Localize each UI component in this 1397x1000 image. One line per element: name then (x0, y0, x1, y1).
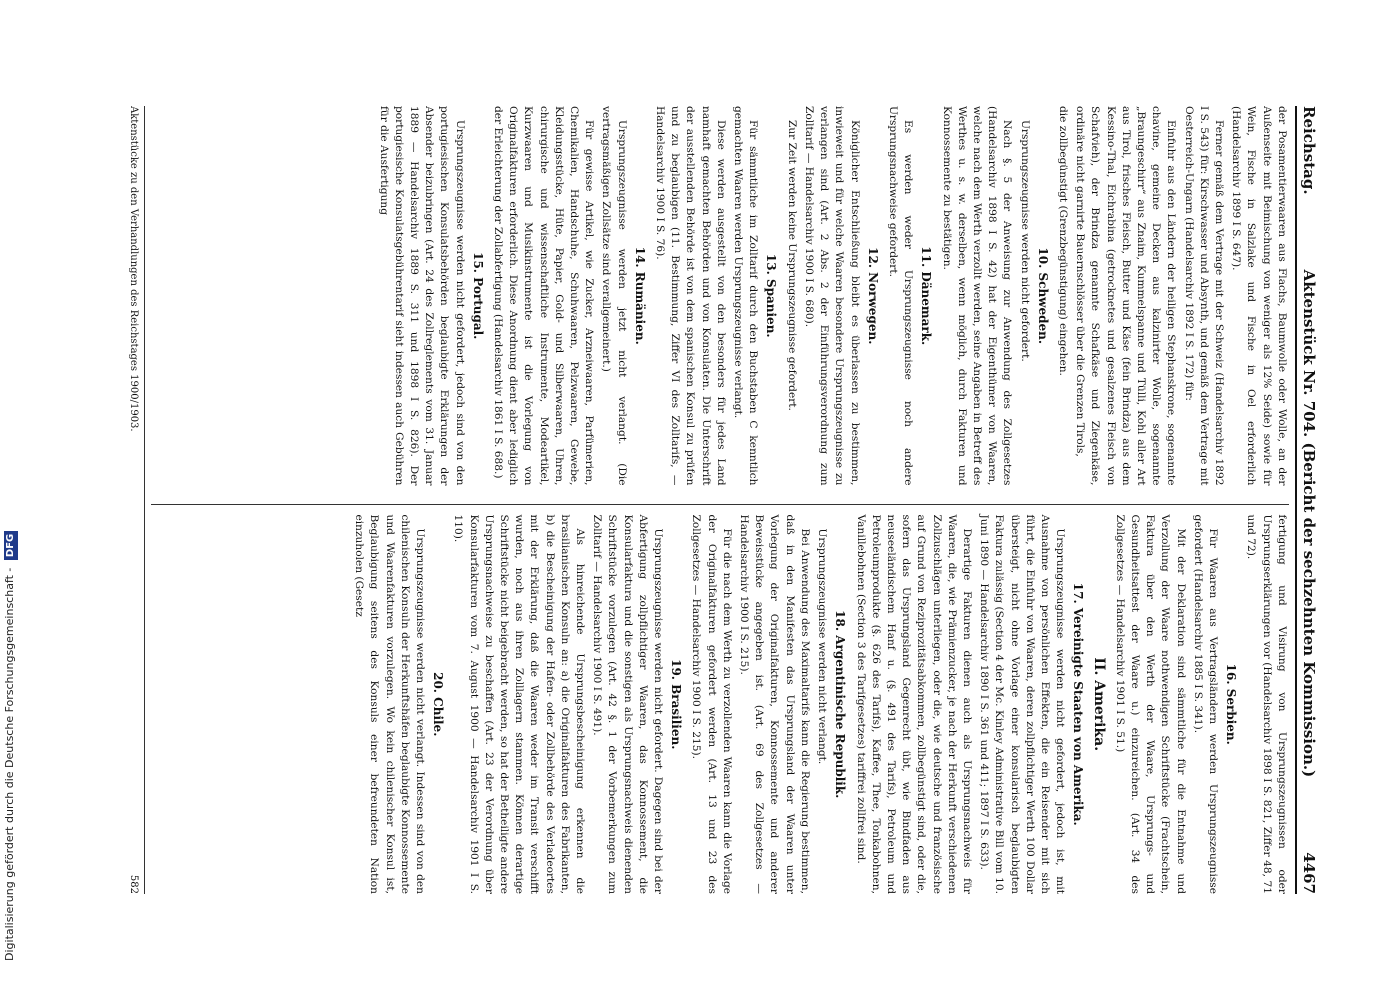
header-center (1301, 270, 1316, 778)
dfg-logo: DFG (4, 531, 18, 560)
section-heading-brazil: 19. Brasilien. (669, 659, 684, 750)
paragraph: Königlicher Entschließung bleibt es überlassen zu bestimmen, inwieweit und für welche Waaren besondere Ursprungszeugnisse zu verlangen sind (Art. 2 Abs. 2 der Einführungsverordnung zum Zolltarif — Handelsarchiv 1900 I S. 680). (802, 106, 861, 486)
paragraph: Für sämmtliche im Zolltarif durch den Buchstaben C kenntlich gemachten Waaren werden Ursprungszeugnisse verlangt. (732, 106, 760, 486)
paragraph: Diese werden ausgestellt von den besonders für jedes Land namhaft gemachten Behörden und von Konsulaten. Die Unterschrift der ausstellenden Behörde ist von dem spanischen Konsul zu prüfen und zu beglaubigen (11. Bestimmung, Ziffer VI des Zolltarifs, — Handelsarchiv 1900 I S. 76). (654, 106, 727, 486)
left-column (151, 106, 1289, 486)
paragraph: Als hinreichende Ursprungsbescheinigung erkennen die brasilianischen Konsuln an: a) die Originalfakturen des Fabrikanten, b) die Bescheinigung der Hafen- oder Zollbehörde des Verladeortes mit der Erklärung, daß die Waaren weder im Transit verschifft wurden, noch aus ihren Zolllagern stammen. Können derartige Schriftstücke nicht beigebracht werden, so hat der Betheiligte andere Ursprungsnachweise zu beschaffen (Art. 23 der Verordnung über Konsularfakturen vom 7. August 1900 — Handelsarchiv 1901 I S. 110). (452, 514, 587, 894)
text-columns (151, 106, 1289, 894)
paragraph: Ursprungszeugnisse werden nicht verlangt. Indessen sind von den chilenischen Konsuln der Herkunftshäfen beglaubigte Konnossemente und Waarenfakturen vorzulegen. Wo kein chilenischer Konsul ist, Beglaubigung seitens des Konsuls einer befreundeten Nation einzuholen (Gesetz (353, 514, 427, 894)
scanned-page-frame (82, 88, 1322, 912)
paragraph: Für Waaren aus Vertragsländern werden Ursprungszeugnisse gefordert (Handelsarchiv 1885 I S. 341). (1191, 514, 1219, 894)
paragraph: Einfuhr aus den Ländern der heiligen Stephanskrone, sogenannte chavine, gemeine Decken aus kalzinirter Wolle, sogenannte „Braungeschirr“ aus Znaim, Kummelspanne und Tülli, Kohl aller Art aus Tirol, frisches Fleisch, Butter und Käse (fein Brindza) aus dem Kessino-Thal, Eichrabina (getrocknetes und gesalzenes Fleisch von Schafvieh), der Brindza genannte Schafkäse und Ziegenkäse, ordinäre nicht garnirte Bauernschlösser über die Grenzen Tirols, (1074, 106, 1178, 486)
paragraph: Zur Zeit werden keine Ursprungszeugnisse gefordert. (785, 120, 798, 411)
section-heading-serbia: 16. Serbien. (1224, 663, 1239, 745)
paragraph: Für gewisse Artikel, wie Zucker, Arzneiwaaren, Parfümerien, Chemikalien, Handschuhe, Schuhwaaren, Pelzwaaren, Gewebe, Kleidungsstücke, Hüte, Papier, Gold- und Silberwaaren, Uhren, chirurgische und wissenschaftliche Instrumente, Modeartikel, Kurzwaaren und Musikinstrumente ist die Vorlegung von Originalfakturen erforderlich. Diese Anordnung dient aber lediglich der Erleichterung der Zollabfertigung (Handelsarchiv 1861 I S. 688.) (492, 106, 596, 486)
footer-page-number: 582 (127, 874, 139, 894)
section-heading-argentina: 18. Argentinische Republik. (833, 610, 848, 799)
paragraph: Nach §. 5 der Anweisung zur Anwendung des Zollgesetzes (Handelsarchiv 1898 I S. 42) hat der Eigenthümer von Waaren, welche nach dem Werth verzollt werden, seine Angaben in Betreff des Werthes u. s. w. derselben, wenn möglich, durch Fakturen und Konnossemente zu bestätigen. (940, 106, 1014, 486)
running-head (1295, 106, 1316, 894)
paragraph: fertigung und Visirung von Ursprungszeugnissen oder Ursprungserklärungen vor (Handelsarchiv 1898 I S. 821, Ziffer 48, 71 und 72). (1245, 514, 1288, 894)
right-column (151, 504, 1289, 895)
digitization-note (0, 1, 21, 961)
paragraph: Ursprungszeugnisse werden nicht gefordert. (1018, 120, 1031, 362)
section-heading-portugal: 15. Portugal. (470, 252, 485, 340)
section-heading-norway: 12. Norwegen. (865, 247, 880, 345)
paragraph: Ferner gemäß dem Vertrage mit der Schweiz (Handelsarchiv 1892 I S. 543) für: Kirschwasser und Absynth, und gemäß dem Vertrage mit Oesterreich-Ungarn (Handelsarchiv 1892 I S. 172) für: (1182, 106, 1225, 486)
page-footer (126, 106, 145, 894)
section-heading-spain: 13. Spanien. (764, 253, 779, 338)
header-page-number: 4467 (1300, 852, 1318, 894)
part-heading-america: II. Amerika. (1090, 657, 1107, 752)
paragraph: der Posamentierwaaren aus Flachs, Baumwolle oder Wolle, an der Außenseite mit Beimischung von weniger als 12% Seide) sowie für Wein, Fische in Salzlake und Fische in Oel erforderlich (Handelsarchiv 1899 I S. 647). (1230, 106, 1288, 486)
paragraph: Bei Anwendung des Maximaltarifs kann die Regierung bestimmen, daß in den Manifesten das Ursprungsland der Waaren unter Vorlegung der Originalfakturen, Konnossemente und anderer Beweisstücke angegeben ist. (Art. 69 des Zollgesetzes — Handelsarchiv 1900 I S. 215). (738, 514, 811, 894)
header-document-number: Aktenstück Nr. 704. (1300, 269, 1318, 438)
section-heading-usa: 17. Vereinigte Staaten von Amerika. (1071, 582, 1086, 826)
paragraph: Derartige Fakturen dienen auch als Ursprungsnachweis für Waaren, die, wie Prämienzucker, je nach der Herkunft verschiedenen Zollzuschlägen unterliegen, oder die, wie deutsche und französische auf Grund von Reziprozitätsabkommen, zollbegünstigt sind, oder die, sofern das Ursprungsland Gegenrecht übt, wie Bindfaden aus neuseeländischem Hanf u. (§. 491 des Tarifs), Petroleum und Petroleumprodukte (§. 626 des Tarifs), Kaffee, Thee, Tonkabohnen, Vanillebohnen (Section 3 des Tarifgesetzes) tariffrei zollfrei sind. (854, 514, 973, 894)
digitization-note-text: Digitalisierung gefördert durch die Deutsche Forschungsgemeinschaft - (3, 567, 16, 961)
paragraph: Mit der Deklaration sind sämmtliche für die Entnahme und Verzollung der Waare nothwendigen Schriftstücke (Frachtschein, Faktura über den Werth der Waare, Ursprungs- und Gesundheitsattest der Waare u.) einzureichen. (Art. 34 des Zollgesetzes — Handelsarchiv 1901 I S. 51.) (1113, 514, 1187, 894)
paragraph: die zollbegünstigt (Grenzbegünstigung) eingehen. (1056, 106, 1069, 376)
paragraph: Ursprungszeugnisse werden nicht gefordert, jedoch sind von den portugiesischen Konsulatsbehörden beglaubigte Erklärungen der Absender beizubringen (Art. 24 des Zollreglements vom 31. Januar 1889 — Handelsarchiv 1889 S. 311 und 1898 I S. 826). Der portugiesische Konsulatsgebührentarif sieht indessen auch Gebühren für die Ausfertigung (377, 106, 466, 486)
scanned-page (82, 88, 1322, 912)
paragraph: Für die nach dem Werth zu verzollenden Waaren kann die Vorlage der Originalfakturen gefordert werden (Art. 13 und 23 des Zollgesetzes — Handelsarchiv 1900 I S. 215). (690, 514, 733, 894)
paragraph: Ursprungszeugnisse werden jetzt nicht verlangt. (Die vertragsmäßigen Zollsätze sind verallgemeinert.) (600, 106, 628, 486)
paragraph: Ursprungszeugnisse werden nicht verlangt. (816, 528, 829, 765)
section-heading-romania: 14. Rumänien. (632, 246, 647, 345)
section-heading-chile: 20. Chile. (431, 672, 446, 737)
paragraph: Ursprungszeugnisse werden nicht gefordert. Dagegen sind bei der Abfertigung zollpflichtiger Waaren, das Konnossement, die Konsularfaktura und die sonstigen als Ursprungsnachweis dienenden Schriftstücke vorzulegen (Art. 42 §. 1 der Vorbemerkungen zum Zolltarif — Handelsarchiv 1900 I S. 491). (591, 514, 665, 894)
paragraph: Ursprungszeugnisse werden nicht gefordert, jedoch ist, mit Ausnahme von persönlichen Effekten, die ein Reisender mit sich führt, die Einfuhr von Waaren, deren zollpflichtiger Werth 100 Dollar übersteigt, nicht ohne Vorlage einer konsularisch beglaubigten Faktura zulässig (Section 4 der Mc. Kinley Administrative Bill vom 10. Juni 1890 — Handelsarchiv 1890 I S. 361 und 411; 1897 I S. 633). (978, 514, 1067, 894)
header-subtitle: (Bericht der sechzehnten Kommission.) (1300, 442, 1318, 778)
footer-source: Aktenstücke zu den Verhandlungen des Reichstages 1900/1903. (127, 106, 139, 432)
header-left: Reichstag. (1300, 106, 1318, 195)
section-heading-sweden: 10. Schweden. (1035, 247, 1050, 345)
paragraph: Es werden weder Ursprungszeugnisse noch andere Ursprungsnachweise gefordert. (886, 106, 915, 486)
section-heading-denmark: 11. Dänemark. (919, 246, 934, 346)
